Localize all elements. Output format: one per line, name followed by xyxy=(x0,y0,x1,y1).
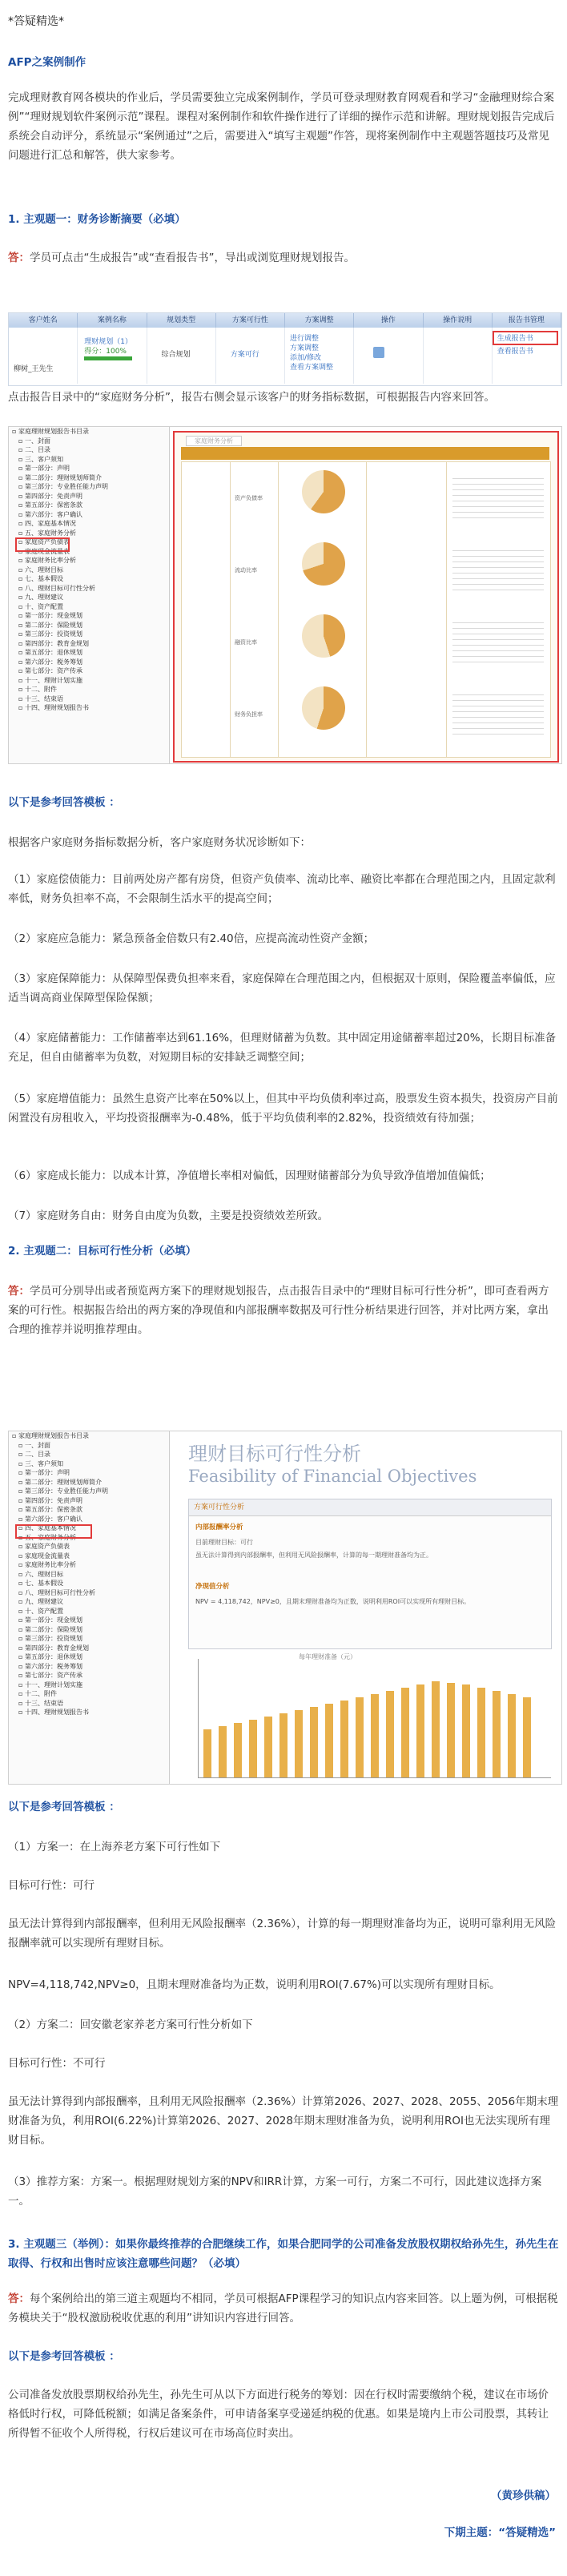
toc-item[interactable]: ▫ 第六部分：客户确认 xyxy=(18,510,82,518)
answer-label: 答： xyxy=(8,252,30,264)
bar xyxy=(219,1726,227,1777)
q2-template-heading: 以下是参考回答模板 ： xyxy=(8,1801,120,1813)
toc-item[interactable]: ▫ 家庭资产负债表 xyxy=(18,1543,70,1550)
family-finance-report xyxy=(173,431,559,763)
toc-item[interactable]: ▫ 第四部分：免责声明 xyxy=(18,492,82,500)
bar xyxy=(234,1723,242,1777)
toc-item[interactable]: ▫ 一、封面 xyxy=(18,1441,50,1449)
q1-item-6: （6）家庭成长能力：以成本计算，净值增长率相对偏低，因理财储蓄部分为负导致净值增加值偏低； xyxy=(8,1169,491,1182)
q1-title: 1. 主观题一：财务诊断摘要（必填） xyxy=(8,213,186,226)
toc-item[interactable]: ▫ 九、理财建议 xyxy=(18,594,63,601)
bar xyxy=(264,1717,272,1777)
view-report-button[interactable]: 查看报告书 xyxy=(497,348,533,356)
row-label-2: 流动比率 xyxy=(235,567,257,574)
toc-item[interactable]: ▫ 第七部分：资产传承 xyxy=(18,667,82,674)
toc-item[interactable]: ▫ 二、目录 xyxy=(18,446,50,453)
toc-item[interactable]: ▫ 第三部分：专业胜任能力声明 xyxy=(18,483,108,490)
q1-template-intro: 根据客户家庭财务指标数据分析，客户家庭财务状况诊断如下： xyxy=(8,836,311,849)
toc-item[interactable]: ▫ 家庭财务比率分析 xyxy=(18,557,76,564)
toc-item[interactable]: ▫ 六、理财目标 xyxy=(18,566,63,574)
bar xyxy=(203,1729,211,1777)
toc-item[interactable]: ▫ 三、客户须知 xyxy=(18,1459,63,1467)
feasibility-title-cn: 理财目标可行性分析 xyxy=(188,1443,361,1465)
toc-item[interactable]: ▫ 十二、附件 xyxy=(18,686,57,693)
toc-item[interactable]: ▫ 一、封面 xyxy=(18,437,50,445)
row-label-4: 财务负担率 xyxy=(235,711,263,718)
answer-label: 答： xyxy=(8,2292,30,2305)
toc-item[interactable]: ▫ 家庭理财规划报告书目录 xyxy=(12,428,89,435)
q1-item-1: （1）家庭偿债能力：目前两处房产都有房贷，但资产负债率、流动比率、融资比率都在合理范围之内，且固定款利率低，财务负担率不高，不会限制生活水平的提高空间； xyxy=(8,873,556,905)
col-case: 案例名称 xyxy=(78,313,147,328)
adjust-link-2[interactable]: 方案调整 xyxy=(290,344,320,352)
toc-item[interactable]: ▫ 第七部分：资产传承 xyxy=(18,1672,82,1679)
q1-item-4: （4）家庭储蓄能力：工作储蓄率达到61.16%，但理财储蓄为负数。其中固定用途储蓄率超过20%，长期目标准备充足，但自由储蓄率为负数，对短期目标的安排缺乏调整空间； xyxy=(8,1032,557,1064)
col-client: 客户姓名 xyxy=(9,313,78,328)
toc-item[interactable]: ▫ 十三、结束语 xyxy=(18,1699,63,1707)
toc-item[interactable]: ▫ 家庭财务比率分析 xyxy=(18,1561,76,1568)
page-title: *答疑精选* xyxy=(8,15,64,28)
irr-line-2: 虽无法计算得到内部报酬率，但利用无风险报酬率，计算的每一期理财准备均为正。 xyxy=(195,1552,432,1559)
pie-chart-4 xyxy=(302,686,345,730)
toc-item[interactable]: ▫ 四、家庭基本情况 xyxy=(18,1524,76,1532)
toc-item[interactable]: ▫ 第五部分：保密条款 xyxy=(18,1506,82,1513)
col-report: 报告书管理 xyxy=(493,313,561,328)
text-block-4 xyxy=(452,690,544,738)
irr-line-1: 目前理财目标：可行 xyxy=(195,1539,253,1546)
panel-heading: 方案可行性分析 xyxy=(189,1499,551,1516)
toc-item[interactable]: ▫ 第六部分：税务筹划 xyxy=(18,1662,82,1670)
toc-item[interactable]: ▫ 十、资产配置 xyxy=(18,602,63,610)
bar xyxy=(477,1688,485,1777)
toc-item[interactable]: ▫ 第三部分：投资规划 xyxy=(18,630,82,638)
q1-after-table: 点击报告目录中的“家庭财务分析”，报告右侧会显示该客户的财务指标数据，可根据报告内容来回答。 xyxy=(8,391,495,404)
feasibility-report xyxy=(179,1431,560,1784)
text-block-2 xyxy=(452,545,544,594)
adjust-link-1[interactable]: 进行调整 xyxy=(290,335,320,343)
toc-item[interactable]: ▫ 十一、理财计划实施 xyxy=(18,1680,82,1688)
report-toc-tree xyxy=(9,427,170,763)
toc-item[interactable]: ▫ 第一部分：现金规划 xyxy=(18,612,82,619)
plan1-title: （1）方案一：在上海养老方案下可行性如下 xyxy=(8,1841,221,1854)
bar xyxy=(249,1720,257,1777)
plan-recommend: （3）推荐方案：方案一。根据理财规划方案的NPV和IRR计算，方案一可行，方案二不可行，因此建议选择方案一。 xyxy=(8,2176,542,2208)
author-credit: （黄珍供稿） xyxy=(491,2489,556,2502)
bar xyxy=(401,1688,409,1777)
bar xyxy=(447,1683,455,1777)
case-table-screenshot xyxy=(8,312,562,386)
toc-item[interactable]: ▫ 第二部分：保险规划 xyxy=(18,1625,82,1633)
report-toc-tree xyxy=(9,1431,170,1784)
q1-item-2: （2）家庭应急能力：紧急预备金倍数只有2.40倍，应提高流动性资产金额； xyxy=(8,932,375,945)
plan1-feasibility: 目标可行性：可行 xyxy=(8,1879,94,1892)
q3-title: 3. 主观题三（举例）：如果你最终推荐的合肥继续工作，如果合肥同学的公司准备发放股权期权给孙先生，孙先生在取得、行权和出售时应该注意哪些问题？（必填） xyxy=(8,2238,559,2270)
q1-item-3: （3）家庭保障能力：从保障型保费负担率来看，家庭保障在合理范围之内，但根据双十原则，保险覆盖率偏低，应适当调高商业保障型保险保额； xyxy=(8,972,556,1004)
feasible-status: 方案可行 xyxy=(230,351,259,359)
section-heading-afp: AFP之案例制作 xyxy=(8,56,86,69)
family-finance-screenshot xyxy=(8,426,562,764)
toc-item[interactable]: ▫ 第二部分：理财规划师简介 xyxy=(18,473,102,481)
adjust-link-4[interactable]: 查看方案调整 xyxy=(290,364,334,372)
adjust-link-3[interactable]: 添加/修改 xyxy=(290,354,322,362)
toc-item[interactable]: ▫ 七、基本假设 xyxy=(18,575,63,582)
q1-item-7: （7）家庭财务自由：财务自由度为负数，主要是投资绩效差所致。 xyxy=(8,1210,329,1222)
next-topic: 下期主题：“答疑精选” xyxy=(444,2526,556,2539)
intro-paragraph: 完成理财教育网各模块的作业后，学员需要独立完成案例制作，学员可登录理财教育网观看和学习“金融理财综合案例”“理财规划软件案例示范”课程。课程对案例制作和软件操作进行了详细的操作示范和讲解。理财规划报告完成后系统会自动评分，系统显示“案例通过”之后，需要进入“填写主观题”作答，现将案例制作中主观题答题技巧及常见问题进行汇总和解答，供大家参考。 xyxy=(8,91,555,162)
col-adjust: 方案调整 xyxy=(285,313,354,328)
row-label-1: 资产负债率 xyxy=(235,495,263,501)
toc-item[interactable]: ▫ 二、目录 xyxy=(18,1451,50,1458)
table-row xyxy=(9,328,561,384)
report-header-bar xyxy=(181,447,549,460)
answer-text: 每个案例给出的第三道主观题均不相同，学员可根据AFP课程学习的知识点内容来回答。以上题为例，可根据税务模块关于“股权激励税收优惠的利用”讲知识内容进行回答。 xyxy=(8,2292,558,2324)
row-label-3: 融资比率 xyxy=(235,639,257,646)
report-title-box: 家庭财务分析 xyxy=(186,436,242,446)
toc-item[interactable]: ▫ 第三部分：投资规划 xyxy=(18,1635,82,1642)
toc-item[interactable]: ▫ 第四部分：免责声明 xyxy=(18,1496,82,1504)
case-table-header xyxy=(9,313,561,328)
toc-item[interactable]: ▫ 十一、理财计划实施 xyxy=(18,676,82,684)
toc-item[interactable]: ▫ 八、理财目标可行性分析 xyxy=(18,584,95,592)
feasibility-title-en: Feasibility of Financial Objectives xyxy=(188,1467,477,1486)
bar xyxy=(310,1707,318,1777)
bar xyxy=(386,1691,394,1777)
toc-item[interactable]: ▫ 家庭资产负债表 xyxy=(18,538,70,545)
bar xyxy=(325,1704,333,1777)
toc-item[interactable]: ▫ 八、理财目标可行性分析 xyxy=(18,1588,95,1596)
toc-item[interactable]: ▫ 第一部分：声明 xyxy=(18,1469,70,1476)
score-bar xyxy=(84,356,132,360)
toc-item[interactable]: ▫ 六、理财目标 xyxy=(18,1570,63,1578)
toc-item[interactable]: ▫ 第五部分：保密条款 xyxy=(18,501,82,509)
toc-highlight-box xyxy=(15,537,70,552)
toc-item[interactable]: ▫ 第五部分：退休规划 xyxy=(18,1653,82,1660)
col-note: 操作说明 xyxy=(424,313,493,328)
toc-item[interactable]: ▫ 第二部分：理财规划师简介 xyxy=(18,1478,102,1486)
bar xyxy=(523,1697,531,1777)
answer-label: 答： xyxy=(8,1285,30,1298)
bar xyxy=(508,1694,516,1777)
report-body xyxy=(181,461,551,758)
toc-item[interactable]: ▫ 第四部分：教育金规划 xyxy=(18,1644,89,1652)
text-block-3 xyxy=(452,618,544,666)
col-ops: 操作 xyxy=(354,313,423,328)
bar xyxy=(432,1681,440,1777)
q3-answer xyxy=(8,2289,559,2328)
pie-chart-3 xyxy=(302,614,345,658)
section-npv: 净现值分析 xyxy=(195,1583,230,1591)
bar xyxy=(356,1697,364,1777)
answer-text: 学员可点击“生成报告”或“查看报告书”，导出或浏览理财规划报告。 xyxy=(30,252,355,264)
pie-chart-2 xyxy=(302,542,345,586)
feasibility-screenshot xyxy=(8,1431,562,1785)
toc-item[interactable]: ▫ 第一部分：声明 xyxy=(18,465,70,472)
toc-item[interactable]: ▫ 家庭现金流量表 xyxy=(18,547,70,555)
toc-item[interactable]: ▫ 五、家庭财务分析 xyxy=(18,1533,76,1541)
answer-text: 学员可分别导出或者预览两方案下的理财规划报告，点击报告目录中的“理财目标可行性分析”，即可查看两方案的可行性。根据报告给出的两方案的净现值和内部报酬率数据及可行性分析结果进行回答，并对比两方案，拿出合理的推荐并说明推荐理由。 xyxy=(8,1285,549,1336)
q1-item-5: （5）家庭增值能力：虽然生息资产比率在50%以上，但其中平均负债利率过高，股票发生资本损失，投资房产目前闲置没有房租收入，平均投资报酬率为-0.48%，低于平均负债利率的2.82%，投资绩效有待加强； xyxy=(8,1093,558,1125)
toc-item[interactable]: ▫ 十三、结束语 xyxy=(18,694,63,702)
q1-template-heading: 以下是参考回答模板 ： xyxy=(8,796,120,809)
pie-chart-1 xyxy=(302,470,345,513)
toc-item[interactable]: ▫ 第六部分：客户确认 xyxy=(18,1515,82,1523)
section-irr: 内部报酬率分析 xyxy=(195,1523,243,1532)
toc-item[interactable]: ▫ 第四部分：教育金规划 xyxy=(18,639,89,647)
toc-item[interactable]: ▫ 五、家庭财务分析 xyxy=(18,529,76,537)
q3-template-heading: 以下是参考回答模板 ： xyxy=(8,2350,120,2363)
toc-item[interactable]: ▫ 十、资产配置 xyxy=(18,1607,63,1615)
toc-item[interactable]: ▫ 九、理财建议 xyxy=(18,1598,63,1605)
generate-report-button[interactable]: 生成报告书 xyxy=(497,335,533,343)
toc-item[interactable]: ▫ 第六部分：税务筹划 xyxy=(18,658,82,666)
case-score: 得分：100% xyxy=(84,348,127,356)
bar xyxy=(340,1701,348,1777)
toc-item[interactable]: ▫ 三、客户须知 xyxy=(18,455,63,463)
toc-item[interactable]: ▫ 十四、理财规划报告书 xyxy=(18,1709,89,1716)
toc-item[interactable]: ▫ 第五部分：退休规划 xyxy=(18,649,82,656)
q2-answer xyxy=(8,1282,559,1339)
bar xyxy=(493,1691,501,1777)
bar xyxy=(416,1684,424,1777)
edit-icon[interactable] xyxy=(373,347,384,358)
bar xyxy=(295,1710,303,1777)
toc-item[interactable]: ▫ 第一部分：现金规划 xyxy=(18,1616,82,1624)
toc-item[interactable]: ▫ 十二、附件 xyxy=(18,1690,57,1697)
toc-highlight-box xyxy=(15,1524,92,1539)
q3-template-body: 公司准备发放股票期权给孙先生，孙先生可从以下方面进行税务的筹划：因在行权时需要缴纳个税，建议在市场价格低时行权，可降低税额；如满足备案条件，可申请备案享受递延纳税的优惠。如果是境内上市公司股票，其转让所得暂不征收个人所得税，行权后建议可在市场高位时卖出。 xyxy=(8,2389,549,2440)
q1-answer xyxy=(8,248,559,268)
q2-title: 2. 主观题二：目标可行性分析（必填） xyxy=(8,1245,197,1258)
highlight-box xyxy=(493,331,558,345)
bar xyxy=(462,1684,470,1777)
plan2-body: 虽无法计算得到内部报酬率，且利用无风险报酬率（2.36%）计算第2026、2027、2028、2055、2056年期末理财准备为负，利用ROI(6.22%)计算第2026、2027、2028年期末理财准备为负，说明利用ROI也无法实现所有理财目标。 xyxy=(8,2095,559,2147)
toc-item[interactable]: ▫ 十四、理财规划报告书 xyxy=(18,704,89,711)
npv-line: NPV = 4,118,742，NPV≥0，且期末理财准备均为正数，说明利用ROI可以实现所有理财目标。 xyxy=(195,1598,471,1605)
plan2-feasibility: 目标可行性：不可行 xyxy=(8,2057,106,2070)
bar xyxy=(371,1694,379,1777)
col-feas: 方案可行性 xyxy=(216,313,285,328)
toc-item[interactable]: ▫ 第二部分：保险规划 xyxy=(18,621,82,629)
toc-item[interactable]: ▫ 四、家庭基本情况 xyxy=(18,520,76,527)
col-type: 规划类型 xyxy=(147,313,216,328)
toc-item[interactable]: ▫ 家庭理财规划报告书目录 xyxy=(12,1432,89,1439)
bar xyxy=(279,1713,288,1777)
feasibility-panel xyxy=(188,1499,552,1649)
case-name-link[interactable]: 理财规划（1） xyxy=(84,338,132,346)
plan2-title: （2）方案二：回安徽老家养老方案可行性分析如下 xyxy=(8,2019,253,2031)
toc-item[interactable]: ▫ 七、基本假设 xyxy=(18,1580,63,1587)
client-name: 柳树_王先生 xyxy=(14,365,54,373)
chart-caption: 每年理财准备（元） xyxy=(299,1653,356,1660)
toc-item[interactable]: ▫ 家庭现金流量表 xyxy=(18,1552,70,1560)
plan1-body: 虽无法计算得到内部报酬率，但利用无风险报酬率（2.36%），计算的每一期理财准备均为正，说明可靠利用无风险报酬率就可以实现所有理财目标。 xyxy=(8,1918,557,1950)
preparation-bar-chart xyxy=(198,1659,551,1778)
text-block-1 xyxy=(452,473,544,521)
plan1-npv: NPV=4,118,742,NPV≥0，且期末理财准备均为正数，说明利用ROI(7.67%)可以实现所有理财目标。 xyxy=(8,1978,501,1991)
plan-type: 综合规划 xyxy=(161,351,191,359)
toc-item[interactable]: ▫ 第三部分：专业胜任能力声明 xyxy=(18,1487,108,1495)
